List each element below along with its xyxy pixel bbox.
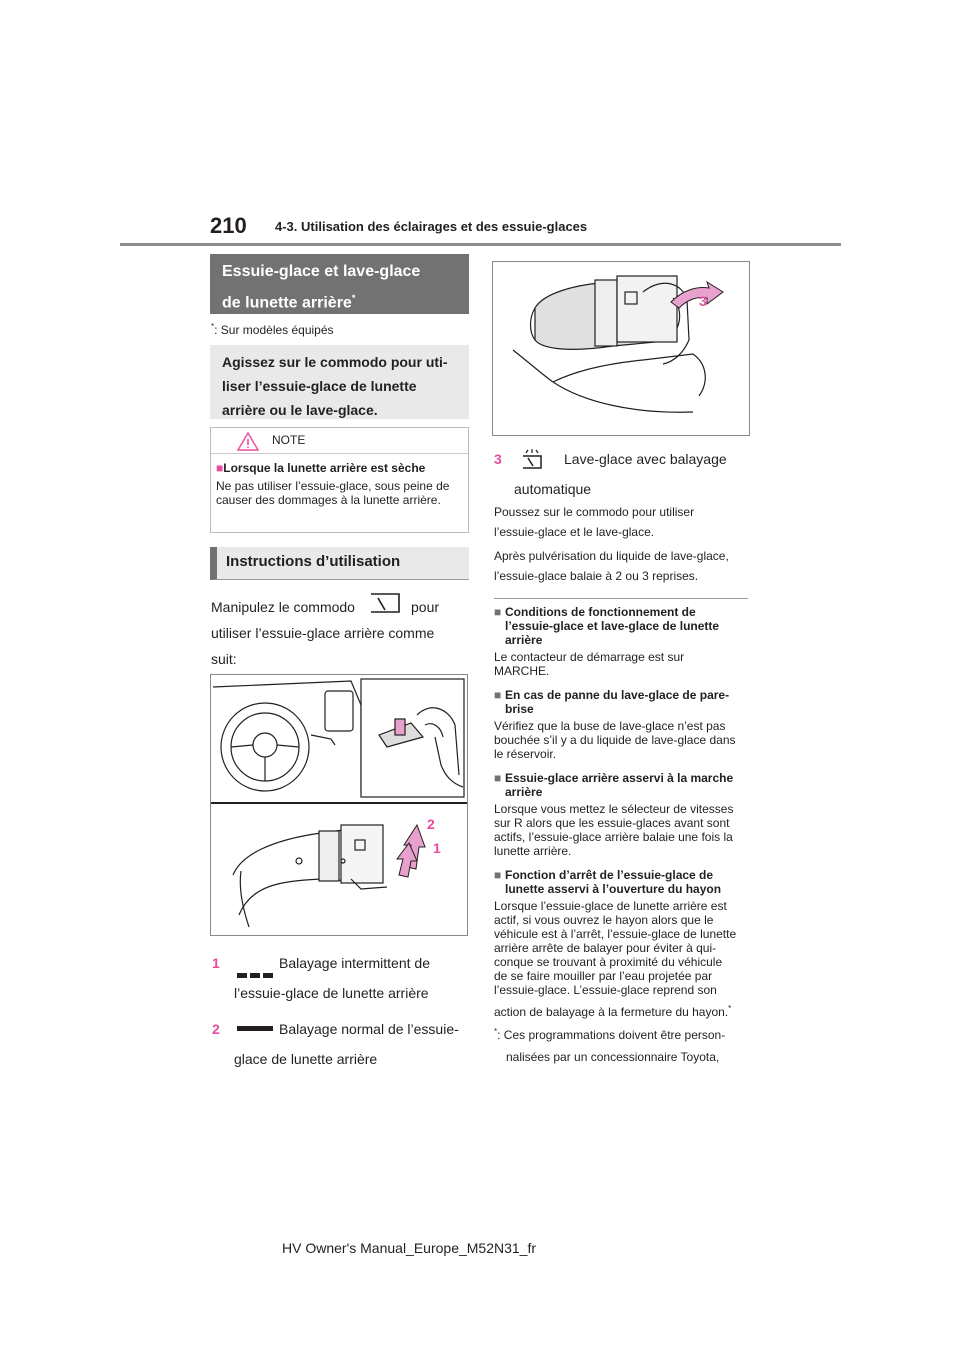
washer-description: Poussez sur le commodo pour utiliser l’essuie-glace et le lave-glace. Après pulvérisation du liquide de lave-glace, l’essuie-glace balaie à 2 ou 3 reprises. [494, 505, 729, 583]
list-item: 1 Balayage intermittent de l’essuie-glace de lunette arrière [212, 955, 430, 1001]
note-label: NOTE [272, 433, 306, 447]
footnote: *: Ces programmations doivent être person- nalisées par un concessionnaire Toyota, [494, 1027, 726, 1064]
normal-wipe-icon [237, 1026, 273, 1031]
instruction-box: Agissez sur le commodo pour uti- liser l’essuie-glace de lunette arrière ou le lave-glace. [210, 345, 469, 419]
section-divider [494, 598, 748, 599]
warning-icon [237, 432, 259, 451]
bullet-title: ■ Essuie-glace arrière asservi à la marche arrière [494, 771, 734, 799]
bullet-title: ■ Conditions de fonctionnement de l’essuie-glace et lave-glace de lunette arrière [494, 605, 720, 647]
note-box [210, 427, 469, 533]
page-number: 210 [210, 213, 247, 238]
square-bullet-icon: ■ [494, 688, 502, 702]
wiper-lever-illustration [211, 675, 467, 935]
equipped-note: *: Sur modèles équipés [211, 322, 334, 337]
washer-figure [492, 261, 750, 436]
figure-label-3: 3 [699, 293, 707, 309]
heading-asterisk: * [351, 293, 356, 303]
bullet-title: ■ Fonction d’arrêt de l’essuie-glace de lunette asservi à l’ouverture du hayon [494, 868, 722, 896]
dashboard-figure [210, 674, 468, 936]
hand-lever-illustration [493, 262, 749, 435]
section-heading [210, 254, 469, 314]
instructions-heading: Instructions d’utilisation [210, 547, 469, 580]
section-title: 4-3. Utilisation des éclairages et des essuie-glaces [275, 219, 588, 234]
list-item: 3 Lave-glace avec balayage automatique [494, 446, 754, 506]
intermittent-icon [237, 960, 273, 965]
page-footer: HV Owner's Manual_Europe_M52N31_fr [282, 1240, 537, 1256]
square-bullet-icon: ■ [494, 605, 502, 619]
figure-label-1: 1 [433, 840, 441, 856]
header-rule [120, 243, 841, 246]
bullet-body: Lorsque l’essuie-glace de lunette arrière est actif, si vous ouvrez le hayon alors que le véhicule est à l’arrêt, l’essuie-glace de lunette arrière arrête de balayer pour éviter à qui- conque se trouvant à proximité du véhicule de se faire mouiller par l’eau projetée par l’essuie-glace. L’essuie-glace reprend son action de balayage à la fermeture du hayon.* [494, 899, 737, 1019]
square-bullet-icon: ■ [494, 771, 502, 785]
bullet-body: Vérifiez que la buse de lave-glace n’est pas bouchée s’il y a du liquide de lave-glace dans le réservoir. [494, 719, 736, 761]
note-body: Ne pas utiliser l’essuie-glace, sous peine de causer des dommages à la lunette arrière. [216, 479, 450, 507]
heading-line2: de lunette arrière [222, 294, 352, 312]
note-title: ■Lorsque la lunette arrière est sèche [216, 461, 426, 475]
bullet-title: ■ En cas de panne du lave-glace de pare- brise [494, 688, 730, 716]
list-item: 2 Balayage normal de l’essuie- glace de lunette arrière [212, 1021, 459, 1067]
note-divider [211, 453, 468, 454]
square-bullet-icon: ■ [494, 868, 502, 882]
square-bullet-icon: ■ [216, 461, 224, 475]
info-section [494, 605, 754, 1068]
manip-text: Manipulez le commodo pour utiliser l’essuie-glace arrière comme suit: [211, 594, 469, 672]
washer-icon [520, 448, 544, 470]
figure-label-2: 2 [427, 816, 435, 832]
heading-line1: Essuie-glace et lave-glace [222, 263, 421, 280]
bullet-body: Le contacteur de démarrage est sur MARCHE. [494, 650, 685, 678]
bullet-body: Lorsque vous mettez le sélecteur de vitesses sur R alors que les essuie-glaces avant sont actifs, l’essuie-glace arrière balaie une fois la lunette arrière. [494, 802, 734, 858]
rear-window-wiper-icon [368, 590, 402, 616]
